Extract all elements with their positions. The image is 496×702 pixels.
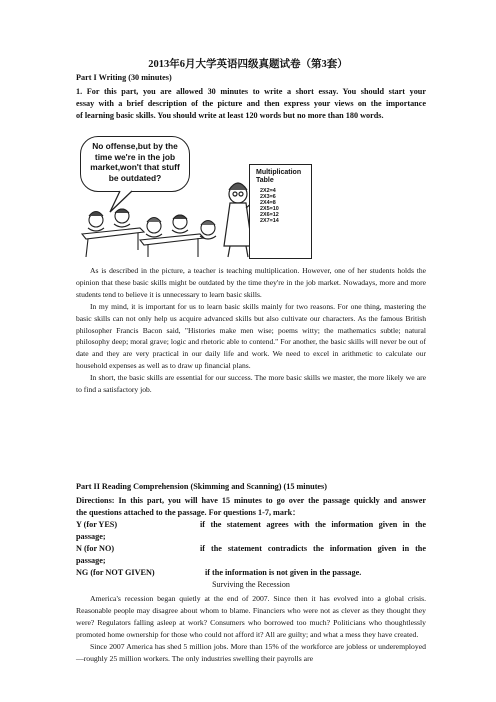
- essay-paragraph: In my mind, it is important for us to learn basic skills mainly for two reasons. For one thing, mastering the basic skills can not only help us acquire advanced skills but also cultivate our characters. As the famous British philosopher Francis Bacon said, "Histories make men wise; poems witty; the mathematics subtle; natural philosophy deep; moral grave; logic and rhetoric able to contend." For another, the basic skills will never be out of date and they are very practical in our daily life and work. We need to excel in arithmetic to calculate our household expenses as well as to draw up financial plans.: [76, 301, 426, 371]
- board-row: 2X7=14: [260, 218, 279, 224]
- page-title: 2013年6月大学英语四级真题试卷（第3套）: [148, 59, 348, 70]
- part2-header: Part II Reading Comprehension (Skimming and Scanning) (15 minutes): [76, 482, 327, 491]
- passage-paragraph: Since 2007 America has shed 5 million jobs. More than 15% of the workforce are jobless or underemployed—roughly 25 million workers. The only industries swelling their payrolls are: [76, 641, 426, 663]
- passage-paragraph: America's recession began quietly at the end of 2007. Since then it has evolved into a global crisis. Reasonable people may disagree about whom to blame. Financiers who were not as clever as they thought they were? Regulators falling asleep at work? Consumers who borrowed too much? Politicians who thoughtlessly promoted home ownership for those who could not afford it? All are guilty; and what a mess they have created.: [76, 594, 426, 639]
- part1-direction-line: essay with a brief description of the picture and then express your views on the importance: [76, 99, 426, 108]
- option-text: if the statement agrees with the information given in the: [200, 520, 426, 529]
- board-title-line: Table: [256, 177, 274, 184]
- sample-essay: [76, 265, 426, 396]
- speech-line: No offense,but by the: [92, 141, 178, 151]
- speech-line: be outdated?: [108, 172, 162, 183]
- cartoon-illustration: [80, 136, 310, 258]
- speech-line: time we're in the job: [94, 151, 176, 162]
- board-row: 2X5=10: [260, 206, 279, 212]
- speech-line: market,won't that stuff: [90, 162, 180, 172]
- part1-direction-line: 1. For this part, you are allowed 30 minutes to write a short essay. You should start your: [76, 87, 426, 96]
- part2-direction-line: the questions attached to the passage. For questions 1-7, mark：: [76, 508, 301, 517]
- option-continuation: passage;: [76, 556, 106, 565]
- part2-direction-line: Directions: In this part, you will have 15 minutes to go over the passage quickly and answer: [76, 496, 426, 505]
- option-text: if the information is not given in the passage.: [205, 568, 362, 577]
- board-row: 2X6=12: [260, 212, 279, 218]
- option-continuation: passage;: [76, 532, 106, 541]
- board-row: 2X4=8: [260, 200, 276, 206]
- board-row: 2X2=4: [260, 188, 276, 194]
- part1-header: Part I Writing (30 minutes): [76, 73, 172, 82]
- board-row: 2X3=6: [260, 194, 276, 200]
- passage-title: Surviving the Recession: [212, 580, 290, 589]
- board-title-line: Multiplication: [256, 169, 302, 176]
- blackboard: [249, 164, 312, 259]
- essay-paragraph: As is described in the picture, a teacher is teaching multiplication. However, one of her students holds the opinion that these basic skills might be outdated by the time they're in the job market. Nowadays, more and more students tend to believe it is unnecessary to learn basic skills.: [76, 266, 426, 299]
- option-code: NG (for NOT GIVEN): [76, 568, 155, 577]
- part1-direction-line: of learning basic skills. You should write at least 120 words but no more than 180 words.: [76, 111, 384, 120]
- option-code: N (for NO): [76, 544, 115, 553]
- option-text: if the statement contradicts the information given in the: [200, 544, 426, 553]
- passage-body: [76, 593, 426, 664]
- option-code: Y (for YES): [76, 520, 118, 529]
- essay-paragraph: In short, the basic skills are essential for our success. The more basic skills we master, the more likely we are to find a satisfactory job.: [76, 373, 426, 395]
